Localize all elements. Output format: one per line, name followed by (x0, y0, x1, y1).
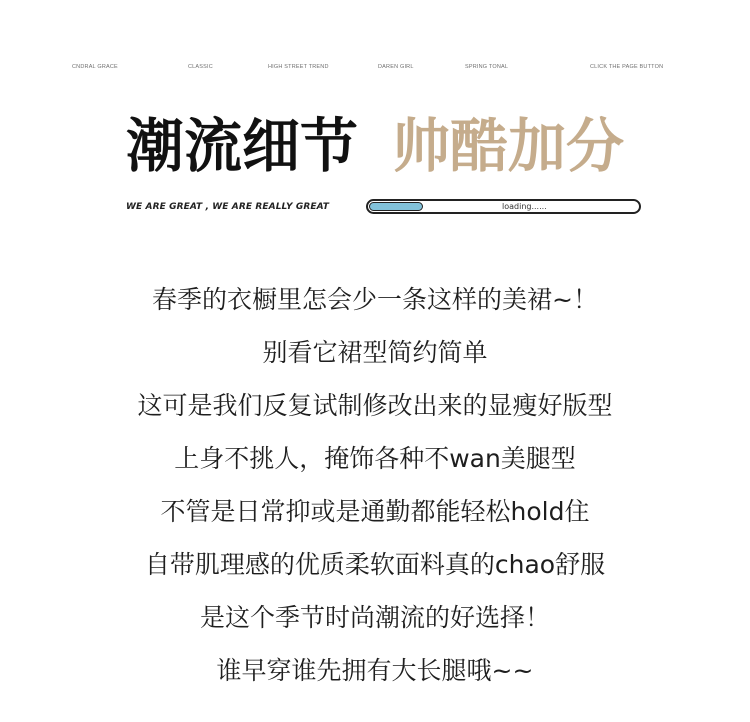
nav-item-classic[interactable]: CLASSIC (188, 64, 213, 70)
description-line: 别看它裙型简约简单 (262, 338, 488, 367)
nav-item-spring-tonal[interactable]: SPRING TONAL (465, 64, 509, 70)
description-text (0, 278, 750, 702)
description-line: 自带肌理感的优质柔软面料真的chao舒服 (144, 550, 606, 579)
description-line: 春季的衣橱里怎会少一条这样的美裙~！ (152, 285, 598, 314)
description-line: 这可是我们反复试制修改出来的显瘦好版型 (137, 391, 613, 420)
description-line: 谁早穿谁先拥有大长腿哦~~ (216, 656, 534, 685)
loading-label: loading...... (502, 202, 547, 211)
loading-bar (366, 199, 641, 214)
description-line: 上身不挑人，掩饰各种不wan美腿型 (174, 444, 576, 473)
nav-item-click-page-button[interactable]: CLICK THE PAGE BUTTON (590, 64, 664, 70)
nav-item-cndral-grace[interactable]: CNDRAL GRACE (72, 64, 118, 70)
description-line: 是这个季节时尚潮流的好选择！ (199, 603, 550, 632)
top-nav (0, 64, 750, 78)
nav-item-daren-girl[interactable]: DAREN GIRL (378, 64, 414, 70)
nav-item-high-street-trend[interactable]: HIGH STREET TREND (268, 64, 329, 70)
headline-accent: 帅酷加分 (392, 112, 625, 180)
headline-primary: 潮流细节 (125, 112, 358, 180)
loading-bar-fill (369, 202, 423, 211)
headline (0, 108, 750, 184)
tagline: WE ARE GREAT , WE ARE REALLY GREAT (126, 202, 330, 212)
description-line: 不管是日常抑或是通勤都能轻松hold住 (160, 497, 590, 526)
